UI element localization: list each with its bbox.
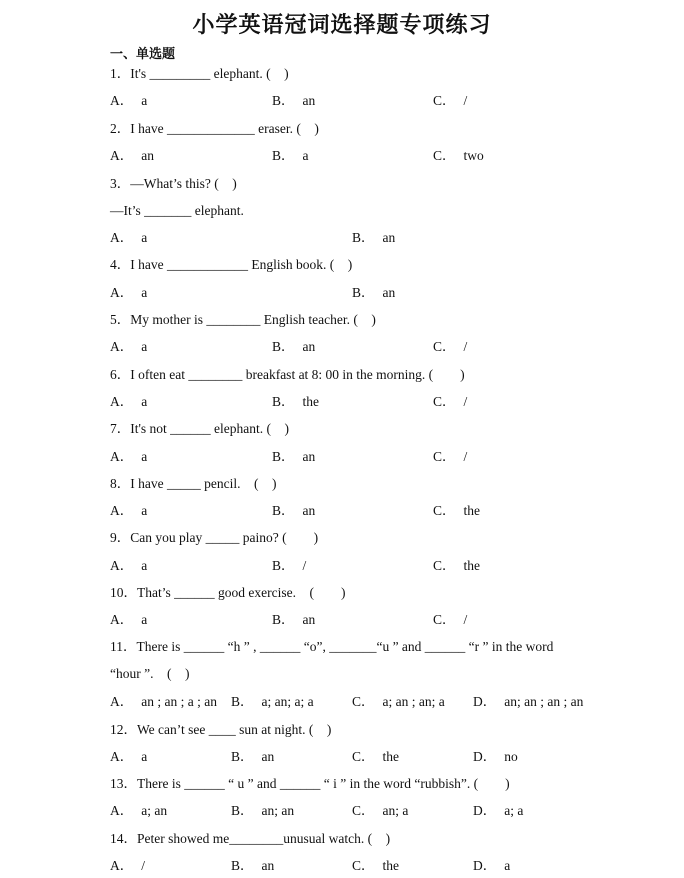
option-text: the	[463, 558, 481, 573]
answer-option	[433, 394, 467, 410]
answer-option	[352, 749, 399, 765]
option-text: /	[463, 93, 468, 108]
option-text: an	[302, 339, 316, 354]
option-text: an; an	[261, 803, 295, 818]
question-text: —It’s _______ elephant.	[110, 203, 244, 218]
answer-option	[352, 285, 395, 301]
option-letter: A．	[110, 558, 134, 573]
option-letter: A．	[110, 148, 134, 163]
section-heading: 一、单选题	[110, 47, 176, 62]
answer-option	[110, 93, 147, 109]
option-letter: B．	[272, 612, 295, 627]
question-text: 13．There is ______ “ u ” and ______ “ i ” in the word “rubbish”. ( )	[110, 776, 510, 791]
option-letter: D．	[473, 749, 497, 764]
answer-option	[110, 148, 154, 164]
option-text: a	[302, 148, 309, 163]
option-text: a	[141, 93, 148, 108]
option-text: /	[463, 612, 468, 627]
answer-option	[272, 394, 319, 410]
option-letter: C．	[433, 503, 456, 518]
option-text: the	[302, 394, 320, 409]
option-letter: A．	[110, 285, 134, 300]
option-text: a	[141, 558, 148, 573]
option-text: the	[382, 749, 400, 764]
option-text: /	[463, 339, 468, 354]
option-text: an	[302, 449, 316, 464]
question-text: “hour ”. ( )	[110, 666, 190, 681]
question-text: 3．—What’s this? ( )	[110, 176, 237, 191]
answer-option	[272, 449, 315, 465]
option-text: two	[463, 148, 484, 163]
option-text: an	[261, 858, 275, 873]
question-text: 14．Peter showed me________unusual watch. ( )	[110, 831, 391, 846]
option-text: /	[302, 558, 307, 573]
option-letter: C．	[433, 93, 456, 108]
option-text: an	[382, 285, 396, 300]
question-text: 11．There is ______ “h ” , ______ “o”, _______“u ” and ______ “r ” in the word	[110, 639, 554, 654]
answer-option	[473, 803, 523, 819]
option-letter: A．	[110, 803, 134, 818]
option-letter: B．	[272, 148, 295, 163]
question-text: 4．I have ____________ English book. ( )	[110, 257, 353, 272]
option-text: /	[463, 394, 468, 409]
answer-option	[110, 558, 147, 574]
option-text: an; a	[382, 803, 409, 818]
option-text: a; an; a; a	[261, 694, 314, 709]
option-letter: D．	[473, 858, 497, 873]
answer-option	[352, 230, 395, 246]
answer-option	[352, 858, 399, 874]
option-text: a; a	[504, 803, 524, 818]
option-text: an	[141, 148, 154, 163]
answer-option	[473, 749, 518, 765]
answer-option	[433, 503, 480, 519]
answer-option	[110, 694, 217, 710]
option-text: an ; an ; a ; an	[141, 694, 217, 709]
answer-option	[110, 749, 147, 765]
option-text: an	[261, 749, 275, 764]
answer-option	[473, 694, 583, 710]
answer-option	[272, 93, 315, 109]
answer-option	[433, 558, 480, 574]
option-letter: C．	[352, 858, 375, 873]
answer-option	[110, 612, 147, 628]
answer-option	[272, 148, 309, 164]
question-text: 1．It's _________ elephant. ( )	[110, 66, 289, 81]
answer-option	[433, 339, 467, 355]
option-letter: C．	[352, 803, 375, 818]
answer-option	[110, 285, 147, 301]
option-text: an	[382, 230, 396, 245]
option-text: /	[463, 449, 468, 464]
option-letter: A．	[110, 749, 134, 764]
option-letter: A．	[110, 449, 134, 464]
option-letter: A．	[110, 230, 134, 245]
question-text: 10．That’s ______ good exercise. ( )	[110, 585, 346, 600]
answer-option	[433, 93, 467, 109]
option-letter: C．	[433, 612, 456, 627]
answer-option	[433, 449, 467, 465]
option-letter: D．	[473, 694, 497, 709]
option-text: a	[141, 612, 148, 627]
option-letter: B．	[352, 285, 375, 300]
question-text: 12．We can’t see ____ sun at night. ( )	[110, 722, 332, 737]
option-letter: A．	[110, 503, 134, 518]
option-text: no	[504, 749, 518, 764]
option-letter: C．	[433, 449, 456, 464]
option-text: a; an	[141, 803, 168, 818]
answer-option	[352, 694, 445, 710]
question-text: 7．It's not ______ elephant. ( )	[110, 421, 290, 436]
option-letter: C．	[433, 394, 456, 409]
answer-option	[110, 394, 147, 410]
option-text: a	[141, 230, 148, 245]
option-letter: A．	[110, 858, 134, 873]
answer-option	[110, 449, 147, 465]
option-text: /	[141, 858, 146, 873]
option-text: an	[302, 503, 316, 518]
answer-option	[433, 612, 467, 628]
answer-option	[272, 558, 306, 574]
answer-option	[433, 148, 484, 164]
option-letter: C．	[433, 558, 456, 573]
option-letter: C．	[433, 339, 456, 354]
option-letter: C．	[433, 148, 456, 163]
answer-option	[473, 858, 510, 874]
answer-option	[110, 230, 147, 246]
option-letter: A．	[110, 394, 134, 409]
answer-option	[352, 803, 408, 819]
answer-option	[110, 858, 145, 874]
option-text: a	[141, 749, 148, 764]
option-text: an	[302, 93, 316, 108]
option-letter: B．	[231, 858, 254, 873]
option-text: an	[302, 612, 316, 627]
option-letter: C．	[352, 749, 375, 764]
question-text: 2．I have _____________ eraser. ( )	[110, 121, 319, 136]
option-text: a	[504, 858, 511, 873]
answer-option	[272, 612, 315, 628]
option-text: an; an ; an ; an	[504, 694, 584, 709]
option-letter: B．	[272, 339, 295, 354]
option-letter: B．	[272, 394, 295, 409]
question-text: 8．I have _____ pencil. ( )	[110, 476, 277, 491]
option-text: the	[463, 503, 481, 518]
answer-option	[231, 803, 294, 819]
option-letter: A．	[110, 612, 134, 627]
option-letter: B．	[352, 230, 375, 245]
option-text: a	[141, 285, 148, 300]
answer-option	[272, 503, 315, 519]
option-letter: B．	[272, 558, 295, 573]
page-title: 小学英语冠词选择题专项练习	[192, 13, 492, 38]
answer-option	[110, 803, 167, 819]
option-text: a	[141, 339, 148, 354]
option-letter: B．	[272, 449, 295, 464]
answer-option	[110, 339, 147, 355]
option-letter: A．	[110, 694, 134, 709]
question-text: 9．Can you play _____ paino? ( )	[110, 530, 319, 545]
option-letter: B．	[231, 694, 254, 709]
option-letter: B．	[231, 803, 254, 818]
answer-option	[231, 749, 274, 765]
option-text: a	[141, 449, 148, 464]
option-letter: A．	[110, 93, 134, 108]
option-letter: B．	[231, 749, 254, 764]
option-letter: B．	[272, 93, 295, 108]
answer-option	[231, 694, 314, 710]
question-text: 5．My mother is ________ English teacher. ( )	[110, 312, 376, 327]
option-letter: C．	[352, 694, 375, 709]
option-letter: D．	[473, 803, 497, 818]
option-text: a; an ; an; a	[382, 694, 445, 709]
answer-option	[272, 339, 315, 355]
question-text: 6．I often eat ________ breakfast at 8: 00 in the morning. ( )	[110, 367, 465, 382]
option-letter: B．	[272, 503, 295, 518]
answer-option	[110, 503, 147, 519]
option-text: a	[141, 503, 148, 518]
answer-option	[231, 858, 274, 874]
option-text: a	[141, 394, 148, 409]
option-letter: A．	[110, 339, 134, 354]
option-text: the	[382, 858, 400, 873]
